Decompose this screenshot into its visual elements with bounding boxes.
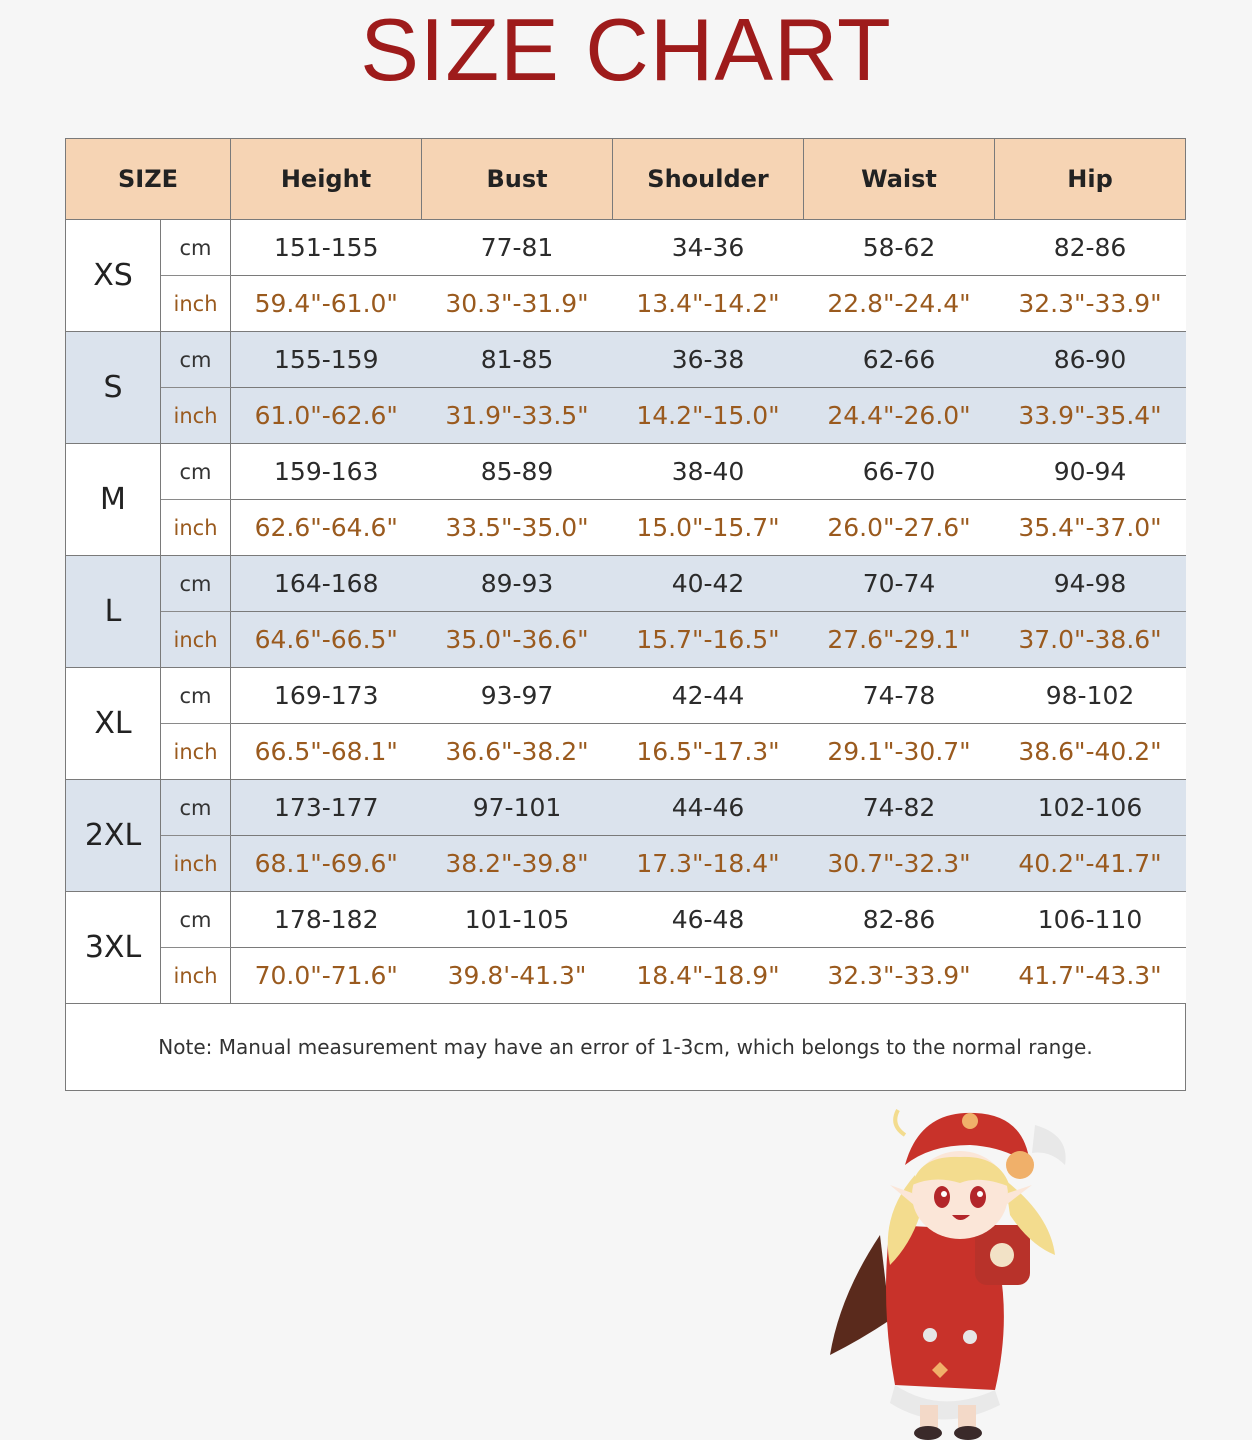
shoulder-inch-value: 17.3"-18.4": [613, 836, 804, 892]
bust-cm-value: 93-97: [422, 668, 613, 724]
table-row: [66, 388, 1186, 444]
height-inch-value: 66.5"-68.1": [231, 724, 422, 780]
bust-cm-value: 101-105: [422, 892, 613, 948]
bust-inch-value: 35.0"-36.6": [422, 612, 613, 668]
page-title: SIZE CHART: [360, 0, 892, 99]
height-inch-value: 64.6"-66.5": [231, 612, 422, 668]
height-cm-value: 178-182: [231, 892, 422, 948]
table-row: [66, 780, 1186, 836]
hip-inch-value: 32.3"-33.9": [995, 276, 1186, 332]
bust-cm-value: 77-81: [422, 220, 613, 276]
hip-inch-value: 37.0"-38.6": [995, 612, 1186, 668]
waist-cm-value: 66-70: [804, 444, 995, 500]
size-label: 2XL: [66, 780, 161, 892]
bust-inch-value: 38.2"-39.8": [422, 836, 613, 892]
hip-cm-value: 102-106: [995, 780, 1186, 836]
waist-cm-value: 62-66: [804, 332, 995, 388]
size-label: XL: [66, 668, 161, 780]
size-label: S: [66, 332, 161, 444]
table-row: [66, 220, 1186, 276]
shoulder-cm-value: 44-46: [613, 780, 804, 836]
height-cm-value: 159-163: [231, 444, 422, 500]
shoulder-inch-value: 15.7"-16.5": [613, 612, 804, 668]
waist-cm-value: 58-62: [804, 220, 995, 276]
header-size: SIZE: [66, 139, 231, 220]
note-row: [66, 1004, 1186, 1091]
height-inch-value: 68.1"-69.6": [231, 836, 422, 892]
hip-cm-value: 98-102: [995, 668, 1186, 724]
waist-inch-value: 29.1"-30.7": [804, 724, 995, 780]
shoulder-inch-value: 13.4"-14.2": [613, 276, 804, 332]
height-inch-value: 61.0"-62.6": [231, 388, 422, 444]
unit-cm-label: cm: [161, 668, 231, 724]
size-group-l: [66, 556, 1186, 668]
header-waist: Waist: [804, 139, 995, 220]
bust-inch-value: 30.3"-31.9": [422, 276, 613, 332]
height-cm-value: 164-168: [231, 556, 422, 612]
unit-cm-label: cm: [161, 332, 231, 388]
size-group-3xl: [66, 892, 1186, 1004]
table-row: [66, 612, 1186, 668]
bust-inch-value: 39.8'-41.3": [422, 948, 613, 1004]
hip-inch-value: 41.7"-43.3": [995, 948, 1186, 1004]
bust-cm-value: 85-89: [422, 444, 613, 500]
bust-cm-value: 81-85: [422, 332, 613, 388]
size-chart-table: [65, 138, 1186, 1091]
header-hip: Hip: [995, 139, 1186, 220]
height-cm-value: 151-155: [231, 220, 422, 276]
height-inch-value: 62.6"-64.6": [231, 500, 422, 556]
unit-inch-label: inch: [161, 276, 231, 332]
size-label: 3XL: [66, 892, 161, 1004]
unit-cm-label: cm: [161, 556, 231, 612]
shoulder-inch-value: 16.5"-17.3": [613, 724, 804, 780]
shoulder-cm-value: 38-40: [613, 444, 804, 500]
shoulder-inch-value: 14.2"-15.0": [613, 388, 804, 444]
size-group-m: [66, 444, 1186, 556]
shoulder-cm-value: 42-44: [613, 668, 804, 724]
height-inch-value: 70.0"-71.6": [231, 948, 422, 1004]
height-cm-value: 173-177: [231, 780, 422, 836]
shoulder-cm-value: 40-42: [613, 556, 804, 612]
waist-cm-value: 82-86: [804, 892, 995, 948]
height-cm-value: 169-173: [231, 668, 422, 724]
hip-cm-value: 90-94: [995, 444, 1186, 500]
waist-inch-value: 24.4"-26.0": [804, 388, 995, 444]
unit-inch-label: inch: [161, 836, 231, 892]
hip-cm-value: 94-98: [995, 556, 1186, 612]
unit-inch-label: inch: [161, 388, 231, 444]
shoulder-inch-value: 15.0"-15.7": [613, 500, 804, 556]
mascot-illustration: [820, 1105, 1090, 1440]
waist-cm-value: 70-74: [804, 556, 995, 612]
shoulder-cm-value: 46-48: [613, 892, 804, 948]
bust-inch-value: 31.9"-33.5": [422, 388, 613, 444]
hip-cm-value: 86-90: [995, 332, 1186, 388]
size-group-2xl: [66, 780, 1186, 892]
bust-inch-value: 33.5"-35.0": [422, 500, 613, 556]
bust-cm-value: 97-101: [422, 780, 613, 836]
header-bust: Bust: [422, 139, 613, 220]
table-row: [66, 668, 1186, 724]
table-row: [66, 556, 1186, 612]
size-label: M: [66, 444, 161, 556]
table-row: [66, 332, 1186, 388]
header-shoulder: Shoulder: [613, 139, 804, 220]
hip-inch-value: 35.4"-37.0": [995, 500, 1186, 556]
waist-cm-value: 74-78: [804, 668, 995, 724]
size-group-xl: [66, 668, 1186, 780]
unit-cm-label: cm: [161, 220, 231, 276]
table-row: [66, 724, 1186, 780]
shoulder-cm-value: 36-38: [613, 332, 804, 388]
hip-cm-value: 106-110: [995, 892, 1186, 948]
header-height: Height: [231, 139, 422, 220]
bust-inch-value: 36.6"-38.2": [422, 724, 613, 780]
waist-inch-value: 32.3"-33.9": [804, 948, 995, 1004]
waist-cm-value: 74-82: [804, 780, 995, 836]
unit-inch-label: inch: [161, 500, 231, 556]
size-label: XS: [66, 220, 161, 332]
table-row: [66, 892, 1186, 948]
table-row: [66, 948, 1186, 1004]
table-row: [66, 500, 1186, 556]
waist-inch-value: 27.6"-29.1": [804, 612, 995, 668]
hip-inch-value: 40.2"-41.7": [995, 836, 1186, 892]
unit-inch-label: inch: [161, 612, 231, 668]
size-group-xs: [66, 220, 1186, 332]
table-row: [66, 444, 1186, 500]
unit-cm-label: cm: [161, 780, 231, 836]
height-inch-value: 59.4"-61.0": [231, 276, 422, 332]
hip-inch-value: 33.9"-35.4": [995, 388, 1186, 444]
size-label: L: [66, 556, 161, 668]
table-row: [66, 836, 1186, 892]
shoulder-cm-value: 34-36: [613, 220, 804, 276]
waist-inch-value: 30.7"-32.3": [804, 836, 995, 892]
table-row: [66, 276, 1186, 332]
unit-inch-label: inch: [161, 948, 231, 1004]
size-group-s: [66, 332, 1186, 444]
height-cm-value: 155-159: [231, 332, 422, 388]
waist-inch-value: 22.8"-24.4": [804, 276, 995, 332]
header-row: [66, 139, 1186, 220]
shoulder-inch-value: 18.4"-18.9": [613, 948, 804, 1004]
unit-cm-label: cm: [161, 444, 231, 500]
note-text: Note: Manual measurement may have an error of 1-3cm, which belongs to the normal range.: [66, 1004, 1186, 1091]
unit-inch-label: inch: [161, 724, 231, 780]
hip-inch-value: 38.6"-40.2": [995, 724, 1186, 780]
waist-inch-value: 26.0"-27.6": [804, 500, 995, 556]
hip-cm-value: 82-86: [995, 220, 1186, 276]
unit-cm-label: cm: [161, 892, 231, 948]
bust-cm-value: 89-93: [422, 556, 613, 612]
